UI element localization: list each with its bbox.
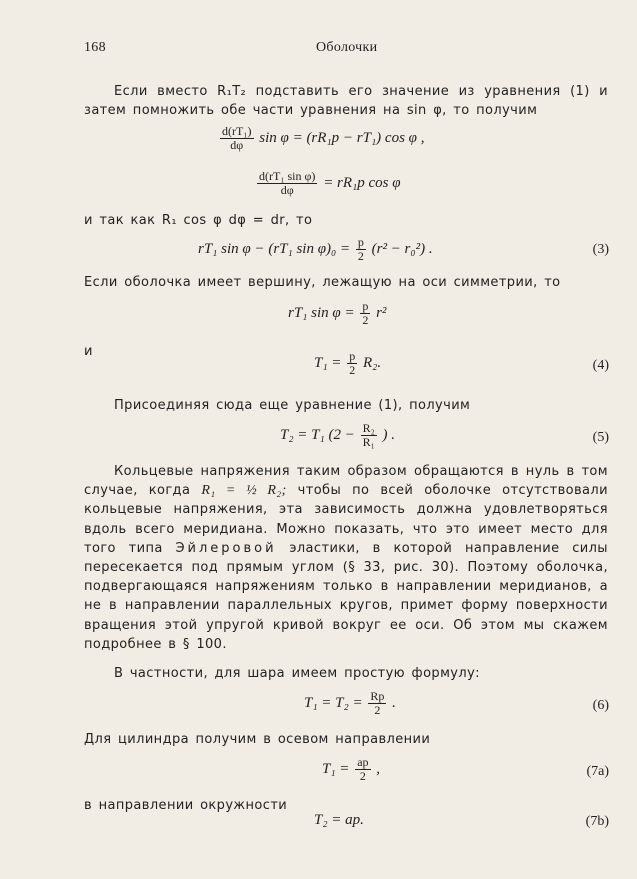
paragraph-2: и так как R₁ cos φ dφ = dr, то — [84, 213, 313, 228]
paragraph-8: Для цилиндра получим в осевом направлении — [84, 732, 431, 747]
equation-a: $\frac{\text{d(rT₁)}}{d\varphi}$ sin φ = (rR₁p − rT₁) cos φ , — [222, 124, 425, 152]
paragraph-3: Если оболочка имеет вершину, лежащую на оси симметрии, то — [84, 275, 561, 290]
equation-number-3: (3) — [592, 242, 609, 257]
running-title: Оболочки — [316, 40, 378, 55]
page-number: 168 — [84, 40, 106, 55]
equation-6: T₁ = T₂ = $\frac{Rp}{2}$ . — [304, 689, 396, 717]
paragraph-9: в направлении окружности — [84, 798, 288, 813]
equation-b: $\frac{\text{d(rT₁ sin φ)}}{d\varphi}$ = rR₁p cos φ — [259, 169, 401, 197]
equation-4: T₁ = $\frac{p}{2}$ R₂. — [314, 349, 382, 377]
equation-c: rT₁ sin φ = $\frac{p}{2}$ r² — [288, 299, 387, 327]
equation-number-6: (6) — [592, 698, 609, 713]
equation-3: rT₁ sin φ − (rT₁ sin φ)₀ = $\frac{p}{2}$ (r² − r₀²) . — [198, 235, 433, 263]
paragraph-1: Если вместо R₁T₂ подставить его значение из уравнения (1) и затем помножить обе части уравнения на sin φ, то получим — [84, 84, 608, 119]
equation-7a: T₁ = $\frac{ap}{2}$ , — [322, 755, 381, 783]
equation-number-4: (4) — [592, 358, 609, 373]
paragraph-7: В частности, для шара имеем простую формулу: — [114, 666, 480, 681]
equation-7b: T₂ = ap. — [314, 812, 364, 828]
equation-number-7a: (7a) — [586, 764, 609, 779]
equation-number-5: (5) — [592, 430, 609, 445]
paragraph-4: и — [84, 344, 93, 359]
paragraph-6: Кольцевые напряжения таким образом обращаются в нуль в том случае, когда R₁ = ½ R₂; чтобы по всей оболочке отсутствовали кольцевые напряжения, эта зависимость должна удовлетворяться вдоль всего меридиана. Можно показать, что это имеет место для того типа Эйлеровой эластики, в которой направление силы пересекается под прямым углом (§ 33, рис. 30). Поэтому оболочка, подвергающаяся напряжениям только в направлении меридианов, а не в направлении параллельных кругов, примет форму поверхности вращения этой упругой кривой вокруг ее оси. Об этом мы скажем подробнее в § 100. — [84, 464, 608, 652]
paragraph-5: Присоединяя сюда еще уравнение (1), получим — [114, 398, 471, 413]
equation-number-7b: (7b) — [585, 814, 609, 829]
equation-5: T₂ = T₁ (2 − $\frac{\text{R₂}}{\text{R₁}}$ ) . — [280, 421, 396, 449]
